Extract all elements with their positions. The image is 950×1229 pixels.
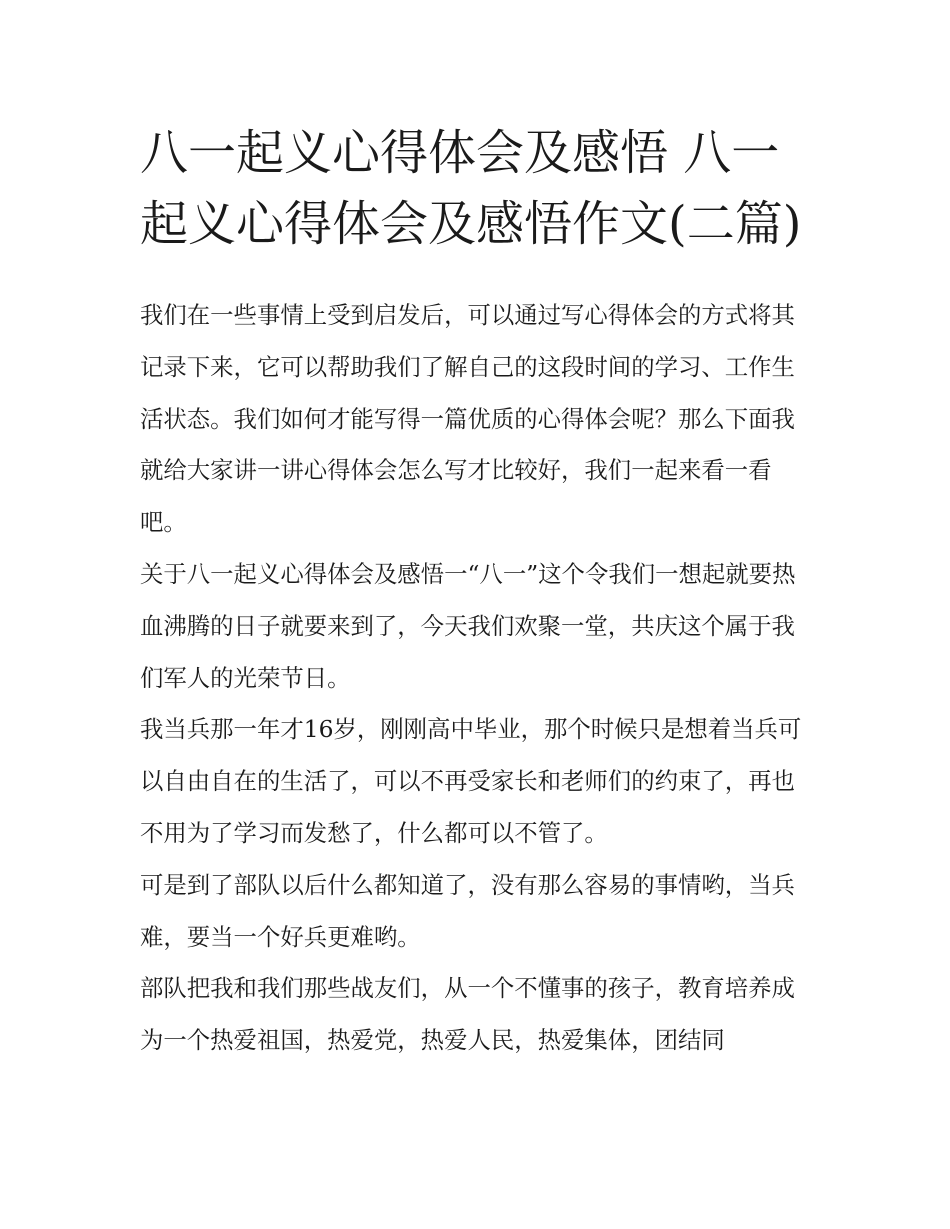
paragraph-army-life: 可是到了部队以后什么都知道了，没有那么容易的事情哟，当兵难，要当一个好兵更难哟。 — [140, 870, 795, 951]
paragraph-enlistment: 我当兵那一年才16岁，刚刚高中毕业，那个时候只是想着当兵可以自由自在的生活了，可以不再受家长和老师们的约束了，再也不用为了学习而发愁了，什么都可以不管了。 — [140, 715, 802, 847]
document-page — [140, 118, 815, 1067]
paragraph-education: 部队把我和我们那些战友们，从一个不懂事的孩子，教育培养成为一个热爱祖国，热爱党，热爱人民，热爱集体，团结同 — [140, 974, 795, 1055]
paragraph-bayi-festival: 关于八一起义心得体会及感悟一“八一”这个令我们一想起就要热血沸腾的日子就要来到了，今天我们欢聚一堂，共庆这个属于我们军人的光荣节日。 — [140, 559, 796, 692]
document-body — [140, 290, 815, 1067]
document-title: 八一起义心得体会及感悟 八一起义心得体会及感悟作文(二篇) — [140, 125, 802, 252]
paragraph-intro: 我们在一些事情上受到启发后，可以通过写心得体会的方式将其记录下来，它可以帮助我们了解自己的这段时间的学习、工作生活状态。我们如何才能写得一篇优质的心得体会呢？那么下面我就给大家讲一讲心得体会怎么写才比较好，我们一起来看一看吧。 — [140, 301, 795, 537]
